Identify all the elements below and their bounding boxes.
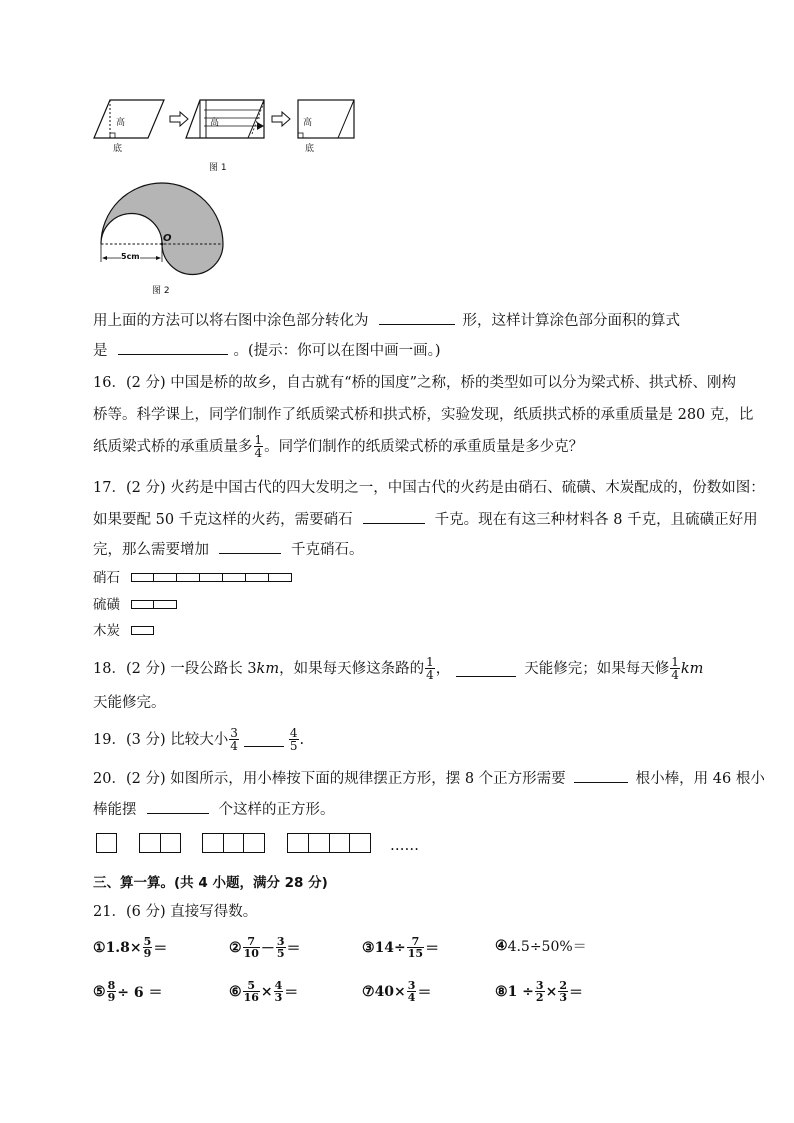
q20-text-d: 个这样的正方形。: [218, 802, 335, 818]
q19-fraction-b: $\frac{4}{5}$: [289, 726, 298, 753]
q18-text-b: ，如果每天修这条路的: [279, 660, 425, 677]
figure-1: [92, 98, 362, 158]
q17-bar-xiaoshi: [131, 573, 292, 582]
q18-text-a: 18．(2 分) 一段公路长 3: [93, 660, 257, 677]
q15-text-b: 形，这样计算涂色部分面积的算式: [462, 313, 680, 329]
q18-text-c: ，: [435, 660, 451, 677]
q20-squares-3: [202, 833, 265, 853]
q17-text-d: 千克硝石。: [291, 542, 364, 558]
q16-line-3: [93, 434, 583, 459]
q17-line-2: [93, 509, 758, 530]
q15-line-1: [93, 310, 680, 331]
q17-label-xiaoshi: 硝石: [93, 570, 120, 586]
q15-text-d: 。(提示：你可以在图中画一画。): [233, 343, 441, 359]
q21-item-8: ⑧ 1 ÷ $\frac{3}{2}$ × $\frac{2}{3}$ ＝: [495, 979, 583, 1004]
q18-text-d: 天能修完；如果每天修: [524, 660, 670, 677]
q21-item-6: ⑥ $\frac{5}{16}$ × $\frac{4}{3}$ ＝: [229, 979, 299, 1004]
q21-item-7: ⑦ 40× $\frac{3}{4}$ ＝: [362, 979, 432, 1004]
q20-text-a: 20．(2 分) 如图所示，用小棒按下面的规律摆正方形，摆 8 个正方形需要: [93, 771, 566, 787]
figure-1-height-label-a: 高: [116, 118, 126, 128]
q18-line-1: [93, 656, 703, 681]
q19-fraction-a: $\frac{3}{4}$: [230, 726, 238, 753]
q20-squares-1: [96, 833, 117, 853]
q17-line-3: [93, 539, 364, 560]
q20-blank-2[interactable]: [147, 799, 209, 814]
q20-text-c: 棒能摆: [93, 802, 137, 818]
figure-2-measure: 5cm: [121, 252, 140, 261]
figure-2: [95, 178, 235, 283]
q21-item-5: ⑤ $\frac{8}{9}$ ÷ 6 ＝: [93, 979, 163, 1004]
q17-blank-2[interactable]: [219, 539, 281, 554]
q18-fraction-1: $\frac{1}{4}$: [426, 655, 434, 682]
figure-1-caption: 图 1: [209, 163, 227, 173]
q17-text-b: 千克。现在有这三种材料各 8 千克，且硫磺正好用: [434, 512, 758, 528]
q16-line-1: 16．(2 分) 中国是桥的故乡，自古就有“桥的国度”之称，桥的类型如可以分为梁式桥、拱式桥、刚构: [93, 375, 737, 391]
q15-blank-shape[interactable]: [379, 310, 455, 325]
q17-bar-mutan: [131, 626, 154, 635]
q18-line-2: 天能修完。: [93, 695, 166, 711]
q15-blank-formula[interactable]: [118, 340, 228, 355]
q20-blank-1[interactable]: [574, 768, 628, 783]
q18-blank[interactable]: [456, 660, 516, 677]
q20-dots: ……: [390, 838, 419, 854]
q16-text-b: 。同学们制作的纸质梁式桥的承重质量是多少克？: [264, 438, 584, 455]
figure-1-height-label-b: 高: [210, 118, 220, 128]
figure-2-caption: 图 2: [152, 286, 170, 296]
q21-item-2: ② $\frac{7}{10}$ － $\frac{3}{5}$ ＝: [229, 935, 301, 960]
figure-1-base-label-a: 底: [113, 144, 123, 154]
q17-blank-1[interactable]: [363, 509, 425, 524]
q19-text: 19．(3 分) 比较大小: [93, 731, 229, 748]
q16-line-2: 桥等。科学课上，同学们制作了纸质梁式桥和拱式桥，实验发现，纸质拱式桥的承重质量是 280 克，比: [93, 407, 754, 423]
q20-text-b: 根小棒，用 46 根小: [635, 771, 765, 787]
q18-unit-2: km: [680, 660, 704, 677]
q17-label-liuhuang: 硫磺: [93, 597, 120, 613]
q19-end: .: [299, 731, 305, 748]
q20-squares-4: [287, 833, 371, 853]
figure-1-base-label-c: 底: [305, 144, 315, 154]
q15-line-2: [93, 340, 441, 361]
q17-text-c: 完，那么需要增加: [93, 542, 209, 558]
q20-line-1: [93, 768, 765, 789]
q19-line: [93, 727, 304, 752]
q21-item-1: ① 1.8× $\frac{5}{9}$ ＝: [93, 935, 168, 960]
q16-text-a: 纸质梁式桥的承重质量多: [93, 438, 253, 455]
q18-unit: km: [256, 660, 280, 677]
q19-blank[interactable]: [244, 732, 284, 747]
q15-text-a: 用上面的方法可以将右图中涂色部分转化为: [93, 313, 369, 329]
q21-title: 21．(6 分) 直接写得数。: [93, 904, 258, 920]
q17-text-a: 如果要配 50 千克这样的火药，需要硝石: [93, 512, 353, 528]
q21-item-3: ③ 14÷ $\frac{7}{15}$ ＝: [362, 935, 440, 960]
q20-squares-2: [139, 833, 181, 853]
q16-fraction: $\frac{1}{4}$: [254, 433, 263, 460]
q17-line-1: 17．(2 分) 火药是中国古代的四大发明之一，中国古代的火药是由硝石、硫磺、木炭配成的，份数如图：: [93, 480, 765, 496]
q17-bar-liuhuang: [131, 600, 177, 609]
figure-1-height-label-c: 高: [303, 118, 313, 128]
q20-line-2: [93, 799, 335, 820]
q18-fraction-2: $\frac{1}{4}$: [671, 655, 679, 682]
section-3-title: 三、算一算。(共 4 小题，满分 28 分): [93, 875, 328, 891]
q17-label-mutan: 木炭: [93, 623, 120, 639]
q15-text-c: 是: [93, 343, 108, 359]
q21-item-4: ④ 4.5÷50%＝: [495, 938, 587, 955]
figure-2-point-o: O: [163, 233, 172, 244]
